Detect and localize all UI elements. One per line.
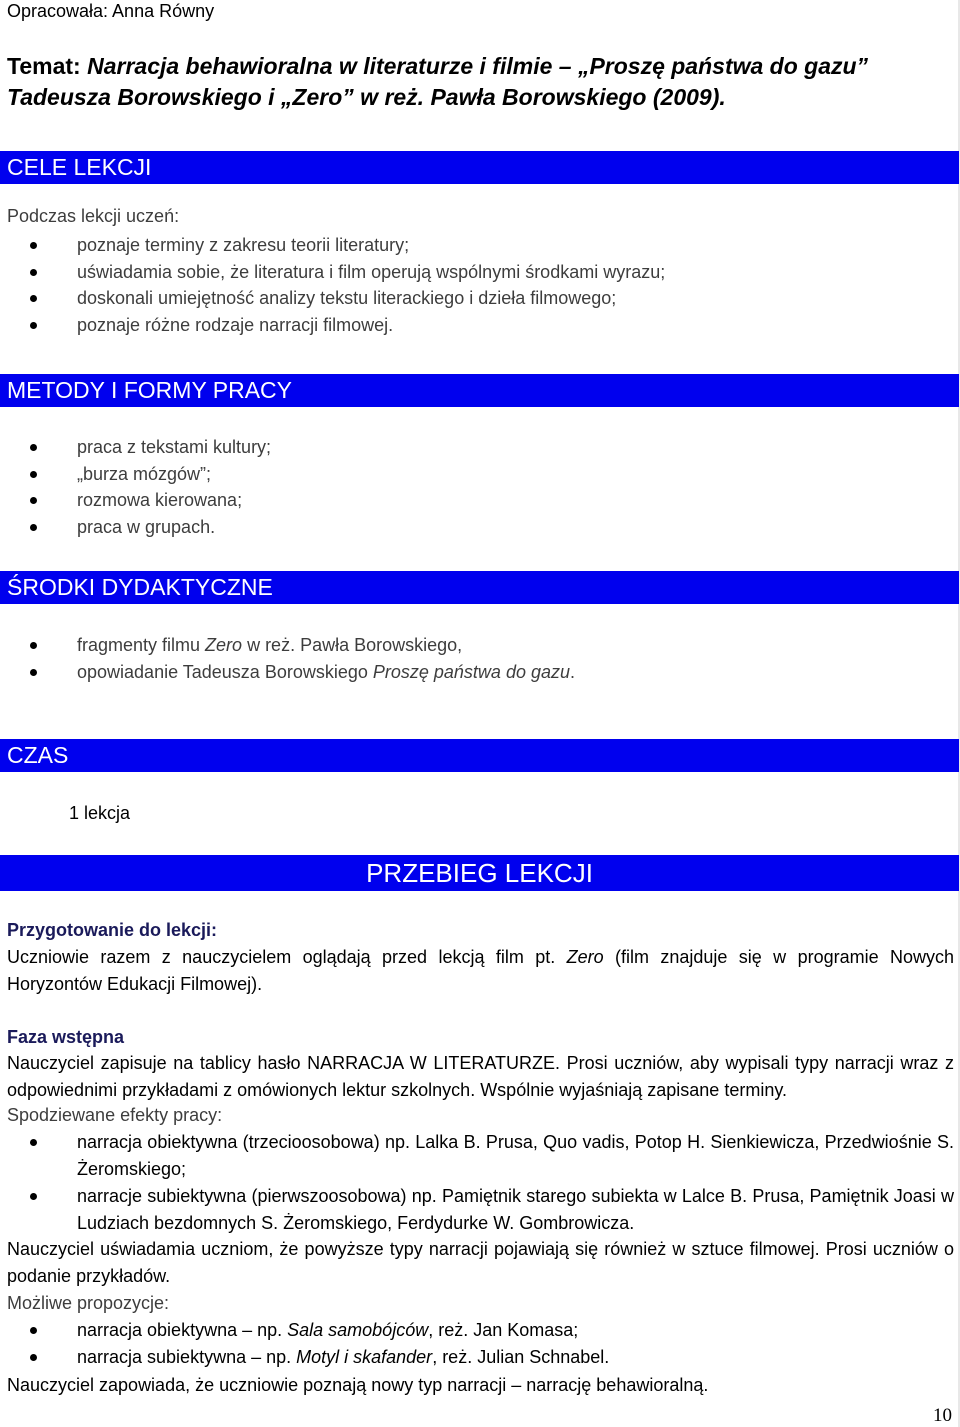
possible-label: Możliwe propozycje:	[7, 1293, 170, 1313]
intro-phase-text: Nauczyciel zapisuje na tablicy hasło NARRACJA W LITERATURZE. Prosi uczniów, aby wypisali typy narracji wraz z odpowiednimi przykładami z omówionych lektur szkolnych. Wspólnie wyjaśniają zapisane terminy.	[7, 1053, 954, 1100]
resource-title: Zero	[205, 635, 243, 655]
list-item: poznaje terminy z zakresu teorii literatury;	[7, 232, 954, 259]
lesson-topic	[7, 51, 954, 113]
section-header-goals: CELE LEKCJI	[0, 151, 959, 184]
closing-text: Nauczyciel zapowiada, że uczniowie poznają nowy typ narracji – narrację behawioralną.	[7, 1375, 709, 1395]
expected-label: Spodziewane efekty pracy:	[7, 1105, 223, 1125]
list-item	[7, 1317, 954, 1344]
intro-phase-heading: Faza wstępna	[7, 1027, 125, 1047]
author-line: Opracowała: Anna Równy	[7, 1, 215, 21]
prep-heading: Przygotowanie do lekcji:	[7, 920, 218, 940]
film-narration-text: Nauczyciel uświadamia uczniom, że powyższe typy narracji pojawiają się również w sztuce filmowej. Prosi uczniów o podanie przykładów.	[7, 1239, 954, 1286]
film-title: Zero	[566, 947, 604, 967]
film-title: Sala samobójców	[287, 1320, 429, 1340]
section-header-time: CZAS	[0, 739, 959, 772]
prep-text	[7, 944, 954, 998]
topic-text: Narracja behawioralna w literaturze i filmie – „Proszę państwa do gazu” Tadeusza Borowskiego i „Zero” w reż. Pawła Borowskiego (2009).	[7, 53, 869, 110]
prep-text-part: Uczniowie razem z nauczycielem oglądają przed lekcją film pt.	[7, 947, 567, 967]
possible-list	[7, 1317, 954, 1371]
resource-text: .	[570, 661, 576, 682]
goals-intro: Podczas lekcji uczeń:	[7, 206, 180, 226]
list-item: rozmowa kierowana;	[7, 487, 954, 514]
resource-title: Proszę państwa do gazu	[372, 661, 570, 682]
goals-list	[7, 232, 954, 338]
proposal-text: narracja subiektywna – np.	[77, 1347, 297, 1367]
list-item	[7, 1344, 954, 1371]
list-item: narracja obiektywna (trzecioosobowa) np. Lalka B. Prusa, Quo vadis, Potop H. Sienkiewicza, Przedwiośnie S. Żeromskiego;	[7, 1129, 954, 1183]
list-item: praca z tekstami kultury;	[7, 434, 954, 461]
list-item	[7, 632, 954, 659]
list-item: uświadamia sobie, że literatura i film operują wspólnymi środkami wyrazu;	[7, 259, 954, 286]
list-item: doskonali umiejętność analizy tekstu literackiego i dzieła filmowego;	[7, 285, 954, 312]
list-item: narracje subiektywna (pierwszoosobowa) np. Pamiętnik starego subiekta w Lalce B. Prusa, Pamiętnik Joasi w Ludziach bezdomnych S. Żeromskiego, Ferdydurke W. Gombrowicza.	[7, 1183, 954, 1237]
section-header-methods: METODY I FORMY PRACY	[0, 374, 959, 407]
proposal-text: narracja obiektywna – np.	[77, 1320, 288, 1340]
proposal-text: , reż. Jan Komasa;	[428, 1320, 579, 1340]
resource-text: opowiadanie Tadeusza Borowskiego	[77, 661, 373, 682]
proposal-text: , reż. Julian Schnabel.	[432, 1347, 610, 1367]
list-item: „burza mózgów”;	[7, 461, 954, 488]
time-value: 1 lekcja	[69, 803, 131, 823]
resource-text: fragmenty filmu	[77, 635, 206, 655]
methods-list	[7, 434, 954, 540]
section-header-course: PRZEBIEG LEKCJI	[0, 855, 959, 891]
topic-label: Temat:	[7, 53, 81, 79]
list-item: poznaje różne rodzaje narracji filmowej.	[7, 312, 954, 339]
resource-text: w reż. Pawła Borowskiego,	[242, 635, 463, 655]
film-title: Motyl i skafander	[296, 1347, 433, 1367]
list-item: praca w grupach.	[7, 514, 954, 541]
prep-text-part: (film znajduje się w programie Nowych Horyzontów Edukacji Filmowej).	[7, 947, 954, 994]
page-number: 10	[933, 1405, 952, 1426]
expected-list	[7, 1129, 954, 1237]
resources-list	[7, 632, 954, 685]
section-header-resources: ŚRODKI DYDAKTYCZNE	[0, 571, 959, 604]
list-item	[7, 659, 954, 686]
